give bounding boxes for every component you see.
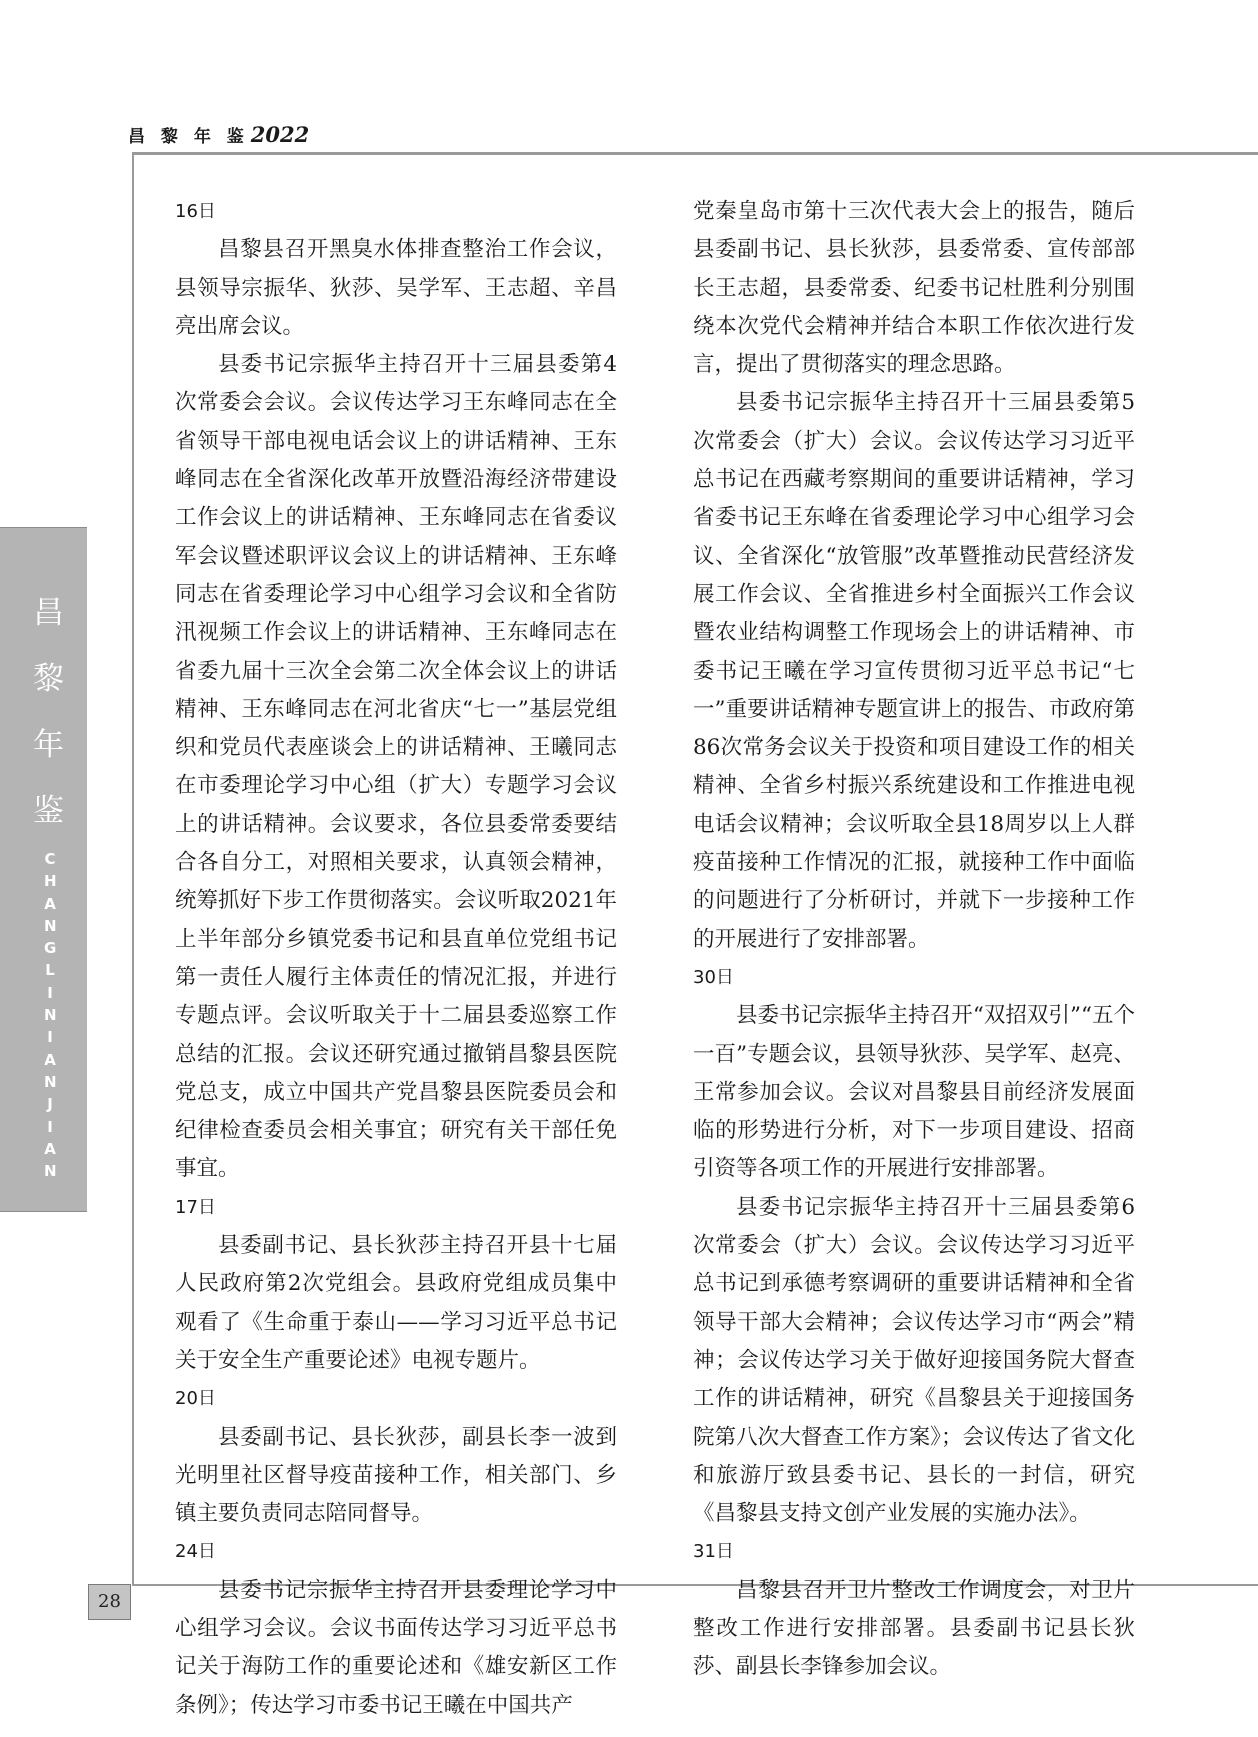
side-letter: L	[45, 961, 55, 980]
date-heading: 20日	[175, 1388, 216, 1410]
paragraph-continued: 党秦皇岛市第十三次代表大会上的报告，随后县委副书记、县长狄莎，县委常委、宣传部部长王志超，县委常委、纪委书记杜胜利分别围绕本次党代会精神并结合本职工作依次进行发言，提出了贯彻落实的理念思路。	[693, 199, 1135, 378]
side-char: 昌	[33, 595, 64, 631]
paragraph: 县委书记宗振华主持召开十三届县委第6次常委会（扩大）会议。会议传达学习习近平总书记到承德考察调研的重要讲话精神和全省领导干部大会精神；会议传达学习市“两会”精神；会议传达学习关于做好迎接国务院大督查工作的讲话精神，研究《昌黎县关于迎接国务院第八次大督查工作方案》；会议传达了省文化和旅游厅致县委书记、县长的一封信，研究《昌黎县支持文创产业发展的实施办法》。	[693, 1194, 1135, 1527]
header-year: 2022	[250, 122, 310, 147]
side-letter: C	[44, 850, 56, 868]
paragraph: 县委副书记、县长狄莎主持召开县十七届人民政府第2次党组会。县政府党组成员集中观看了《生命重于泰山——学习习近平总书记关于安全生产重要论述》电视专题片。	[175, 1233, 617, 1373]
running-header	[128, 122, 309, 147]
side-letter: I	[47, 1117, 53, 1136]
side-letter: N	[44, 916, 57, 935]
date-heading: 16日	[175, 201, 216, 222]
side-letter: A	[44, 894, 56, 913]
side-char: 鉴	[33, 793, 64, 829]
side-letter: H	[44, 872, 57, 891]
side-letter: A	[44, 1139, 56, 1158]
side-char: 年	[33, 727, 64, 763]
side-letter: G	[44, 939, 57, 958]
side-letter: J	[47, 1095, 53, 1114]
side-letter: I	[47, 1028, 53, 1047]
side-tab	[0, 527, 87, 1212]
side-letter: I	[47, 983, 53, 1002]
side-tab-chinese-title	[33, 580, 63, 844]
date-heading: 17日	[175, 1196, 216, 1218]
paragraph: 昌黎县召开卫片整改工作调度会，对卫片整改工作进行安排部署。县委副书记县长狄莎、副县长李锋参加会议。	[693, 1577, 1135, 1680]
date-heading: 30日	[693, 966, 734, 988]
paragraph: 昌黎县召开黑臭水体排查整治工作会议，县领导宗振华、狄莎、吴学军、王志超、辛昌亮出席会议。	[175, 237, 617, 339]
side-tab-pinyin-title	[44, 848, 56, 1182]
side-letter: N	[44, 1072, 57, 1091]
paragraph: 县委书记宗振华主持召开十三届县委第5次常委会（扩大）会议。会议传达学习习近平总书记在西藏考察期间的重要讲话精神，学习省委书记王东峰在省委理论学习中心组学习会议、全省深化“放管服”改革暨推动民营经济发展工作会议、全省推进乡村全面振兴工作会议暨农业结构调整工作现场会上的讲话精神、市委书记王曦在学习宣传贯彻习近平总书记“七一”重要讲话精神专题宣讲上的报告、市政府第86次常务会议关于投资和项目建设工作的相关精神、全省乡村振兴系统建设和工作推进电视电话会议精神；会议听取全县18周岁以上人群疫苗接种工作情况的汇报，就接种工作中面临的问题进行了分析研讨，并就下一步接种工作的开展进行了安排部署。	[693, 390, 1135, 952]
left-column	[175, 193, 617, 1725]
frame-top-rule	[132, 152, 1258, 155]
frame-left-rule	[132, 152, 134, 1586]
side-char: 黎	[33, 661, 64, 697]
page-number: 28	[88, 1584, 131, 1620]
side-letter: N	[44, 1162, 57, 1181]
paragraph: 县委书记宗振华主持召开十三届县委第4次常委会会议。会议传达学习王东峰同志在全省领导干部电视电话会议上的讲话精神、王东峰同志在全省深化改革开放暨沿海经济带建设工作会议上的讲话精神、王东峰同志在省委议军会议暨述职评议会议上的讲话精神、王东峰同志在省委理论学习中心组学习会议和全省防汛视频工作会议上的讲话精神、王东峰同志在省委九届十三次全会第二次全体会议上的讲话精神、王东峰同志在河北省庆“七一”基层党组织和党员代表座谈会上的讲话精神、王曦同志在市委理论学习中心组（扩大）专题学习会议上的讲话精神。会议要求，各位县委常委要结合各自分工，对照相关要求，认真领会精神，统筹抓好下步工作贯彻落实。会议听取2021年上半年部分乡镇党委书记和县直单位党组书记第一责任人履行主体责任的情况汇报，并进行专题点评。会议听取关于十二届县委巡察工作总结的汇报。会议还研究通过撤销昌黎县医院党总支，成立中国共产党昌黎县医院委员会和纪律检查委员会相关事宜；研究有关干部任免事宜。	[175, 352, 617, 1182]
right-column	[693, 193, 1135, 1687]
paragraph: 县委副书记、县长狄莎，副县长李一波到光明里社区督导疫苗接种工作，相关部门、乡镇主要负责同志陪同督导。	[175, 1424, 617, 1527]
date-heading: 31日	[693, 1541, 734, 1563]
paragraph: 县委书记宗振华主持召开县委理论学习中心组学习会议。会议书面传达学习习近平总书记关于海防工作的重要论述和《雄安新区工作条例》；传达学习市委书记王曦在中国共产	[175, 1577, 617, 1718]
date-heading: 24日	[175, 1541, 216, 1563]
paragraph: 县委书记宗振华主持召开“双招双引”“五个一百”专题会议，县领导狄莎、吴学军、赵亮、王常参加会议。会议对昌黎县目前经济发展面临的形势进行分析，对下一步项目建设、招商引资等各项工作的开展进行安排部署。	[693, 1003, 1135, 1182]
header-title: 昌 黎 年 鉴	[128, 127, 249, 147]
side-letter: A	[44, 1050, 56, 1069]
side-letter: N	[44, 1006, 57, 1025]
